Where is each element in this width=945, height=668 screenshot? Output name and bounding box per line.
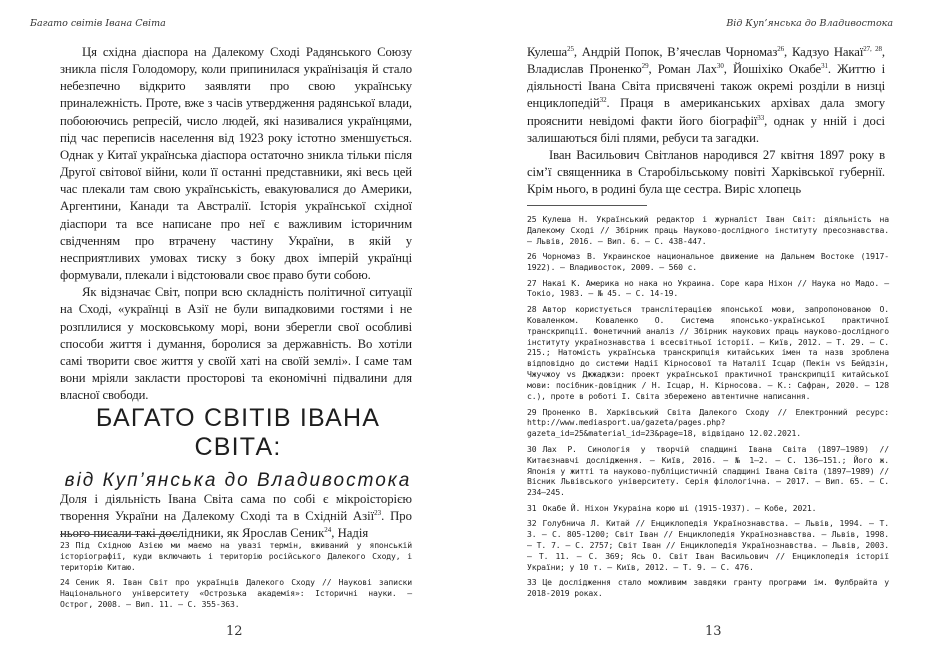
text-run: , Йошіхіко Окабе bbox=[723, 62, 822, 77]
footnote-ref[interactable]: 33 bbox=[757, 113, 765, 122]
footnote-number: 32 bbox=[527, 518, 537, 529]
paragraph: Ця східна діаспора на Далекому Сході Радянського Союзу зникла після Голодомору, коли припинилася українізація й стало небезпечно відкрито заявляти про свою українську приналежність. Проте, вже з часів утвердження радянської влади, побоюючись репресій, число людей, які називалися українцями, під час переписів населення від 1923 року істотно зменшується. Однак у Китаї українська діаспора остаточно зникла тільки після Другої світової війни, коли її останні представники, які весь цей час плекали там свою українськість, евакуювалися до Америки, Аргентини, Канади та Австралії. Історія української східної діаспори та все написане про неї є важливим історичним свідченням про втрачену частину України, в якій у несприятливих умовах тиску з боку двох імперій українці формували, плекали і відстоювали своє право бути собою. bbox=[60, 45, 412, 283]
running-head-right: Від Куп’янська до Владивостока bbox=[726, 18, 893, 29]
footnote-text: Голубнича Л. Китай // Енциклопедія Українознавства. – Львів, 1994. – Т. 3. – С. 805-1200; Світ Іван // Енциклопедія Українознавства. – Львів, 1998. – Т. 7. – С. 2757; Світ Іван // Енциклопедія Українознавства. – Львів, 2003. – Т. 11. – С. 369; Ясь О. Світ Іван Васильович // Енциклопедія історії України; у 10 т. – Київ, 2012. – Т. 9. – С. 476. bbox=[527, 518, 889, 572]
text-run: , Кадзуо Накаї bbox=[784, 45, 864, 59]
footnote-ref[interactable]: 23 bbox=[374, 508, 382, 517]
text-run: , Владислав Проненко bbox=[527, 45, 885, 77]
left-footnotes bbox=[60, 540, 412, 614]
footnote-text: Під Східною Азією ми маємо на увазі термін, вживаний у японській історіографії, куди включають і територію російського Далекого Сходу, і територію Китаю. bbox=[60, 540, 412, 572]
footnote-number: 24 bbox=[60, 577, 70, 588]
footnote bbox=[527, 518, 889, 573]
footnote-number: 25 bbox=[527, 214, 537, 224]
footnote-number: 23 bbox=[60, 540, 70, 550]
footnote-text: Проненко В. Харківський Світа Далекого Сходу // Електронний ресурс: http://www.mediasport.ua/gazeta/pages.php?gazeta_id=25&material_id=23&page=18, відвідано 12.02.2021. bbox=[527, 406, 889, 439]
footnote bbox=[527, 251, 889, 273]
footnote-number: 31 bbox=[527, 502, 537, 513]
footnote-number: 26 bbox=[527, 251, 537, 262]
chapter-subtitle: від Куп’янська до Владивостока bbox=[64, 470, 412, 491]
page-number-left: 12 bbox=[226, 624, 243, 639]
footnote-ref[interactable]: 25 bbox=[567, 44, 574, 53]
chapter-heading bbox=[60, 404, 416, 492]
footnote bbox=[527, 278, 889, 300]
footnote-text: Окабе Й. Ніхон Укураіна корю ші (1915-1937). – Кобе, 2021. bbox=[542, 502, 817, 513]
footnote bbox=[527, 304, 889, 402]
footnote-ref[interactable]: 30 bbox=[716, 61, 724, 70]
paragraph: Як відзначає Світ, попри всю складність політичної ситуації на Сході, «українці в Азії не були випадковими гостями і не розплилися у московському морі, вони зберегли свої особливі способи життя і думання, боролися за державність. Во хотіли самі творити своє життя у своїй хаті на своїй землі». І саме там вони мріяли закласти просторові та економічні підвалини для власної свободи. bbox=[60, 285, 412, 403]
paragraph bbox=[527, 44, 885, 147]
text-run: . Життю і діяльності Івана Світа присвячені також окремі розділи в низці енциклопедій bbox=[527, 62, 885, 111]
page-number-right: 13 bbox=[705, 624, 722, 639]
footnote-ref[interactable]: 29 bbox=[641, 61, 649, 70]
text-run: . Праця в американських архівах дала змогу прояснити невідомі факти його біографії bbox=[527, 96, 885, 128]
footnote bbox=[527, 407, 889, 440]
footnote-ref[interactable]: 27, 28 bbox=[863, 44, 882, 53]
footnote-number: 27 bbox=[527, 277, 537, 288]
footnote-number: 33 bbox=[527, 577, 537, 588]
text-run: , однак у нній і досі залишаються білі плями, ребуси та загадки. bbox=[527, 113, 885, 145]
footnote bbox=[527, 214, 889, 247]
running-head-left: Багато світів Івана Світа bbox=[30, 18, 166, 29]
footnote-text: Сеник Я. Іван Світ про українців Далекого Сходу // Наукові записки Національного університету «Острозька академія»: Історичні науки. – Острог, 2008. – Вип. 11. – С. 355-363. bbox=[60, 577, 412, 610]
paragraph: Іван Васильович Світланов народився 27 квітня 1897 року в сім’ї священника в Старобільському повіті Харківської губернії. Крім нього, в родині була ще сестра. Виріс хлопець bbox=[527, 147, 885, 197]
text-run: , Роман Лах bbox=[648, 62, 717, 77]
text-run: Кулеша bbox=[527, 45, 568, 59]
footnote-number: 29 bbox=[527, 406, 537, 417]
footnote-divider bbox=[527, 205, 647, 206]
footnote-number: 28 bbox=[527, 303, 537, 314]
footnote bbox=[527, 503, 889, 514]
footnote-ref[interactable]: 32 bbox=[599, 96, 607, 105]
chapter-title: БАГАТО СВІТІВ ІВАНА СВІТА: bbox=[95, 404, 381, 461]
footnote-text: Кулеша Н. Український редактор і журналіст Іван Світ: діяльність на Далекому Сході // Збірник праць Науково-дослідного інституту пресознавства. – Львів, 2016. – Вип. 6. – С. 438-447. bbox=[527, 214, 889, 246]
right-page bbox=[472, 0, 945, 668]
footnote-text: Це дослідження стало можливим завдяки гранту програми ім. Фулбрайта у 2018-2019 роках. bbox=[527, 577, 889, 599]
right-footnotes bbox=[527, 214, 889, 604]
footnote bbox=[60, 577, 412, 610]
footnote-ref[interactable]: 31 bbox=[821, 61, 828, 70]
footnote-divider bbox=[60, 534, 180, 535]
footnote-text: Лах Р. Синологія у творчій спадщині Івана Світа (1897–1989) // Китаєзнавчі дослідження. – Київ, 2016. – № 1–2. – С. 136–151.; Його ж. Японія у житті та науково-публіцистичній спадщині Івана Світа (1897–1989) // Вісник Львівського університету. Серія філологічна. – 2017. – Вип. 65. – С. 234–245. bbox=[527, 443, 889, 498]
footnote-number: 30 bbox=[527, 443, 537, 454]
footnote bbox=[527, 577, 889, 599]
paragraph: Доля і діяльність Івана Світа сама по собі є мікроісторією творення України на Далекому Сході та в Східній Азії$^{23}$. Про нього писали такі дослідники, як Ярослав Сеник$^{24}$, Надія bbox=[60, 492, 412, 541]
left-page bbox=[0, 0, 472, 668]
footnote-text: Чорномаз В. Украинское национальное движение на Дальнем Востоке (1917-1922). – Владивосток, 2009. – 560 с. bbox=[527, 251, 889, 273]
footnote bbox=[527, 444, 889, 499]
footnote-text: Автор користується транслітерацією японської мови, запропонованою О. Коваленком. Коваленко О. Система японсько-української практичної транскрипції. Фонетичний аналіз // Збірник наукових праць науково-дослідного інституту українознавства і всесвітньої історії. – Київ, 2012. – Т. 29. – С. 215.; Натомість українська транскрипція китайських імен та назв зроблена відповідно до системи Надії Кірносової та Наталії Ісцар (Пекін vs Бейдзін, Чжучжоу vs Джжаджзи: проект української практичної транскрипції китайської мови: посібник-довідник / Н. Ісцар, Н. Кірносова. – К.: Сафран, 2020. – 128 с.), проте в роботі І. Світа збережено автентичне написання. bbox=[527, 303, 889, 402]
footnote-ref[interactable]: 24 bbox=[324, 526, 332, 535]
footnote-ref[interactable]: 26 bbox=[777, 44, 785, 53]
text-run: , Андрій Попок, В’ячеслав Чорномаз bbox=[573, 45, 778, 59]
footnote-text: Накаі К. Америка но нака но Украина. Соре кара Ніхон // Наука но Мадо. – Токіо, 1983. – № 45. – С. 14-19. bbox=[527, 277, 889, 299]
left-body-text bbox=[60, 44, 412, 404]
footnote bbox=[60, 540, 412, 573]
right-body-text bbox=[527, 44, 885, 198]
